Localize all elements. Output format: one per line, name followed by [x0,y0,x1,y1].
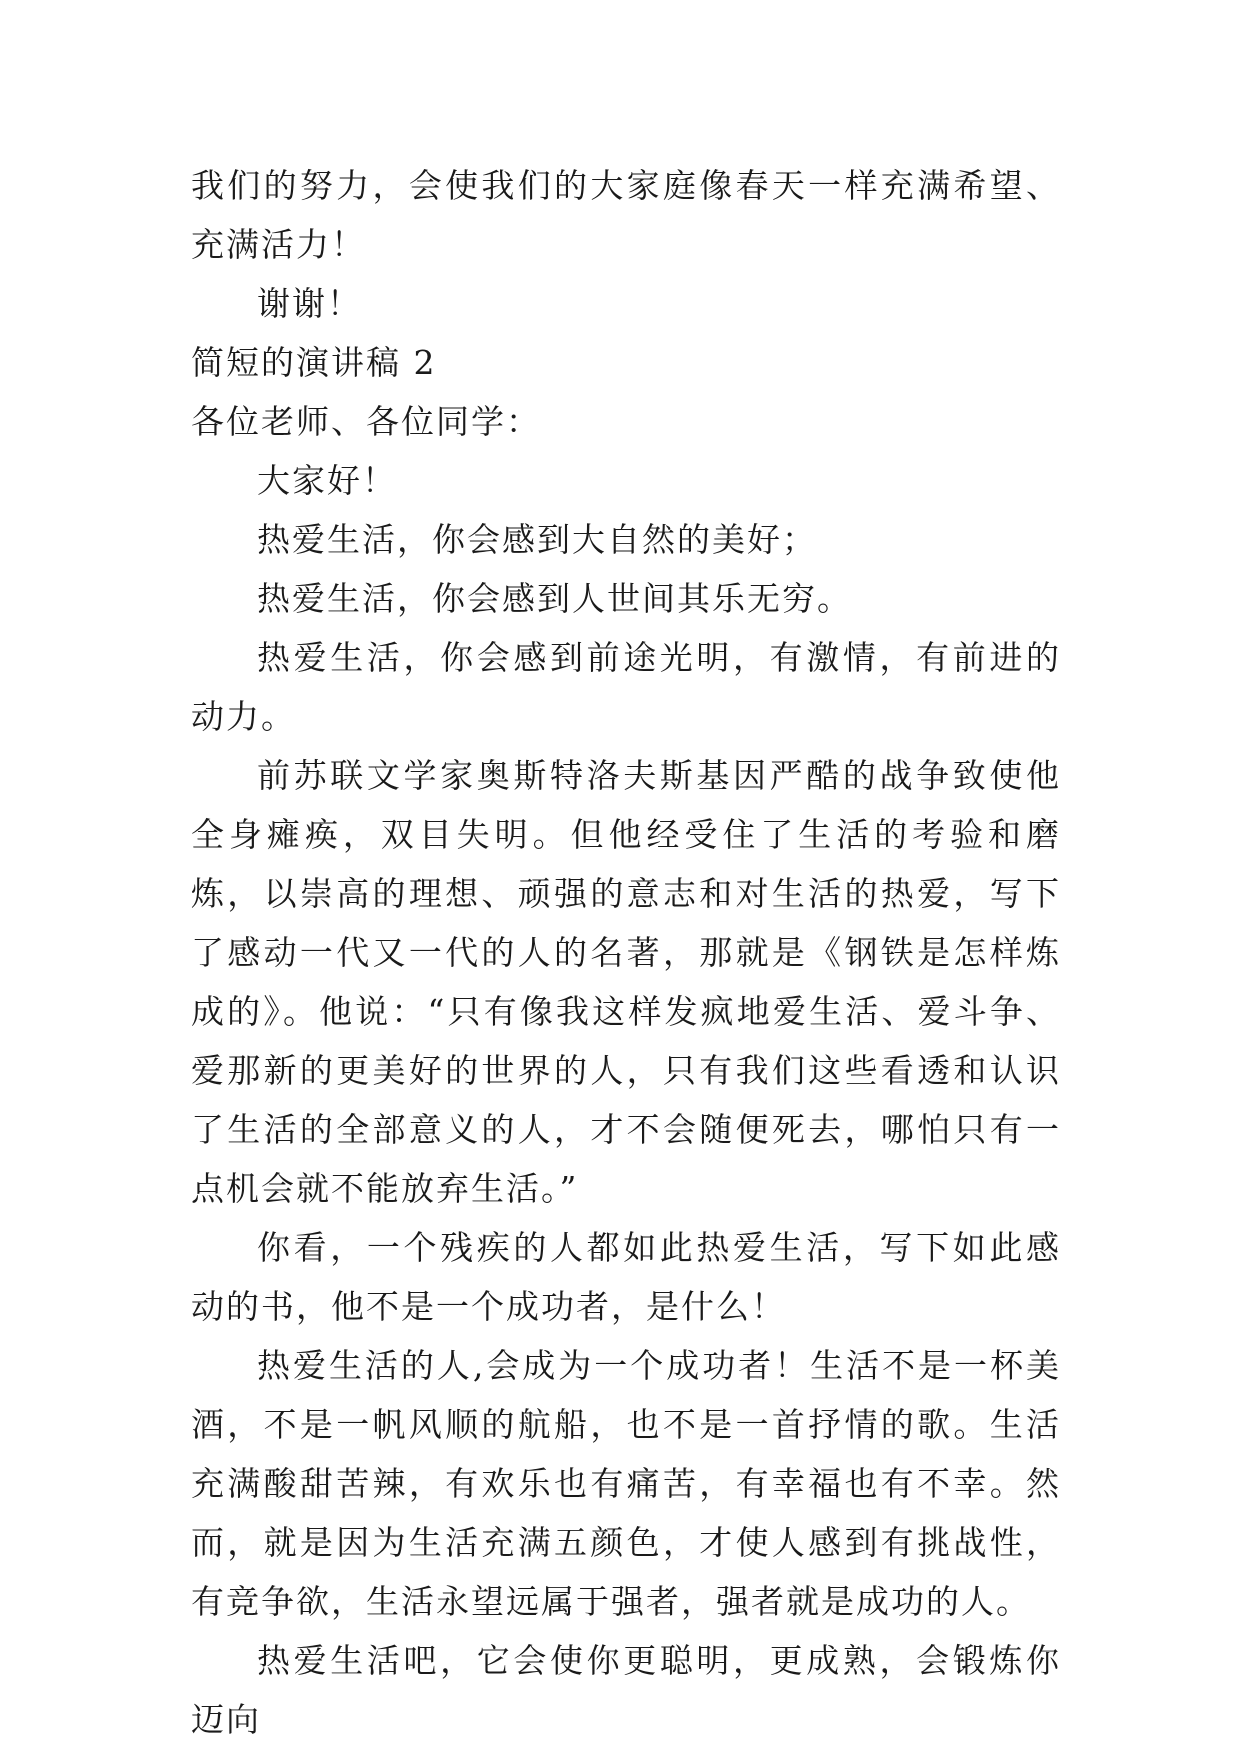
paragraph-closing-line: 我们的努力，会使我们的大家庭像春天一样充满希望、充满活力！ [191,166,1061,264]
paragraph: 前苏联文学家奥斯特洛夫斯基因严酷的战争致使他全身瘫痪，双目失明。但他经受住了生活的考验和磨炼，以崇高的理想、顽强的意志和对生活的热爱，写下了感动一代又一代的人的名著，那就是《钢铁是怎样炼成的》。他说：“只有像我这样发疯地爱生活、爱斗争、爱那新的更美好的世界的人，只有我们这些看透和认识了生活的全部意义的人，才不会随便死去，哪怕只有一点机会就不能放弃生活。” [191,756,1061,1208]
paragraph: 热爱生活的人,会成为一个成功者！生活不是一杯美酒，不是一帆风顺的航船，也不是一首抒情的歌。生活充满酸甜苦辣，有欢乐也有痛苦，有幸福也有不幸。然而，就是因为生活充满五颜色，才使人感到有挑战性，有竞争欲，生活永望远属于强者，强者就是成功的人。 [191,1346,1061,1621]
paragraph: 热爱生活，你会感到大自然的美好； [257,520,817,559]
paragraph: 你看，一个残疾的人都如此热爱生活，写下如此感动的书，他不是一个成功者，是什么！ [191,1228,1061,1326]
salutation: 各位老师、各位同学： [191,402,541,441]
paragraph: 热爱生活，你会感到人世间其乐无穷。 [257,579,852,618]
paragraph: 热爱生活，你会感到前途光明，有激情，有前进的动力。 [191,638,1061,736]
paragraph-thanks: 谢谢！ [257,284,362,323]
paragraph: 热爱生活吧，它会使你更聪明，更成熟，会锻炼你迈向 [191,1641,1061,1739]
document-body [191,156,1061,1749]
paragraph-greeting: 大家好！ [257,461,397,500]
section-heading: 简短的演讲稿 2 [191,343,437,382]
